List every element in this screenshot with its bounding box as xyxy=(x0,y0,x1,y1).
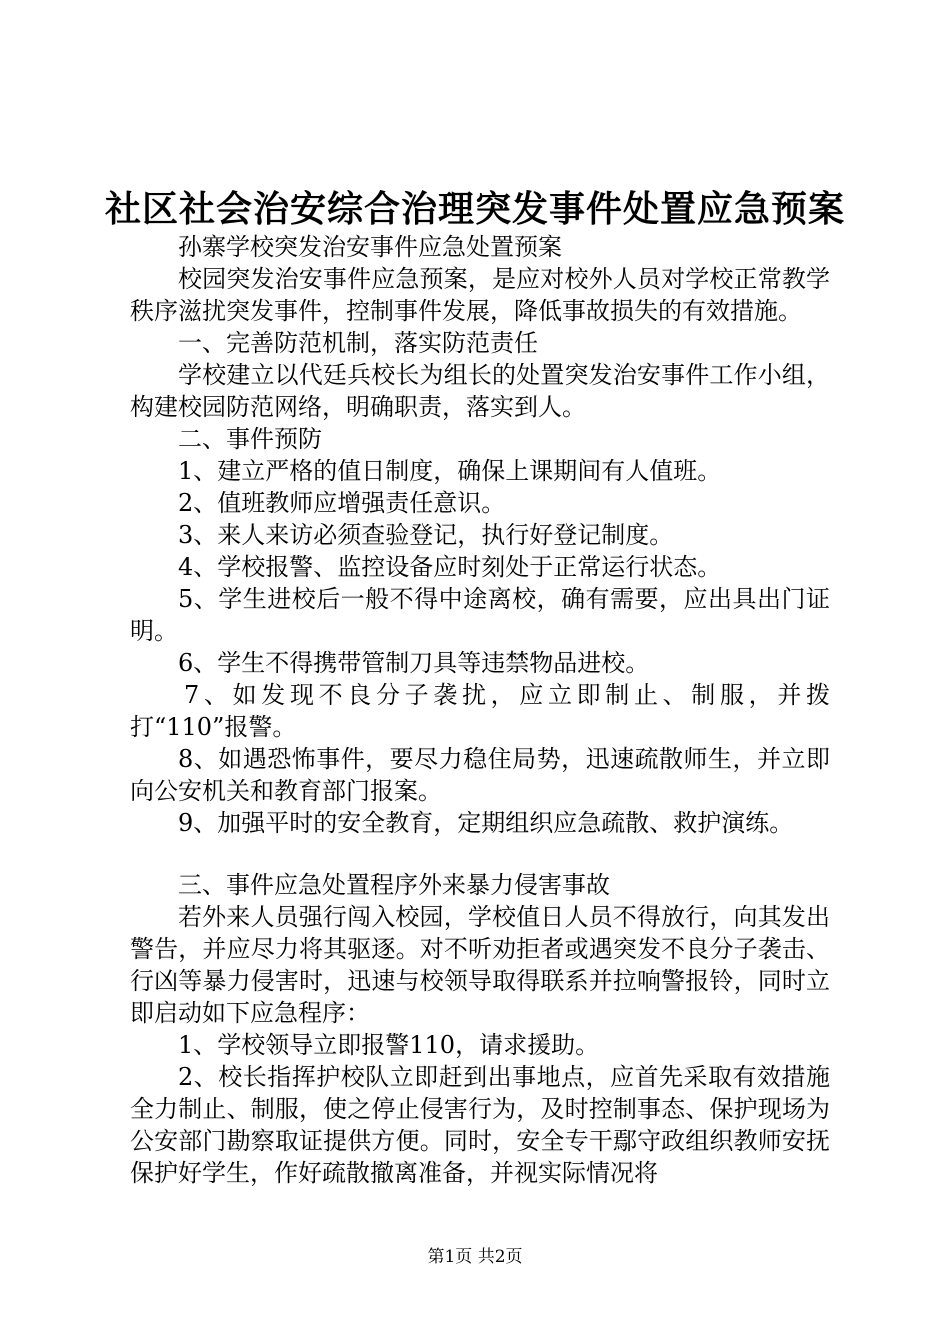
list-item: 5、学生进校后一般不得中途离校，确有需要，应出具出门证明。 xyxy=(130,585,830,645)
list-item: 6、学生不得携带管制刀具等违禁物品进校。 xyxy=(178,649,650,677)
paragraph-subtitle: 孙寨学校突发治安事件应急处置预案 xyxy=(178,233,562,261)
list-item: 2、值班教师应增强责任意识。 xyxy=(178,489,506,517)
heading-section-1: 一、完善防范机制，落实防范责任 xyxy=(178,329,538,357)
paragraph-section-1: 学校建立以代廷兵校长为组长的处置突发治安事件工作小组，构建校园防范网络，明确职责，落实到人。 xyxy=(130,361,830,421)
blank-line xyxy=(130,839,830,869)
heading-section-3: 三、事件应急处置程序外来暴力侵害事故 xyxy=(178,871,610,899)
list-item: 2、校长指挥护校队立即赶到出事地点，应首先采取有效措施全力制止、制服，使之停止侵害行为，及时控制事态、保护现场为公安部门勘察取证提供方便。同时，安全专干鄢守政组织教师安抚保护好学生，作好疏散撤离准备，并视实际情况将 xyxy=(130,1063,830,1187)
list-item: 4、学校报警、监控设备应时刻处于正常运行状态。 xyxy=(178,553,722,581)
page-footer: 第1页 共2页 xyxy=(427,1247,523,1267)
list-item: 3、来人来访必须查验登记，执行好登记制度。 xyxy=(178,521,674,549)
paragraph-section-3: 若外来人员强行闯入校园，学校值日人员不得放行，向其发出警告，并应尽力将其驱逐。对不听劝拒者或遇突发不良分子袭击、行凶等暴力侵害时，迅速与校领导取得联系并拉响警报铃，同时立即启动如下应急程序： xyxy=(130,903,830,1027)
list-item: 8、如遇恐怖事件，要尽力稳住局势，迅速疏散师生，并立即向公安机关和教育部门报案。 xyxy=(130,745,830,805)
document-body xyxy=(130,231,830,1189)
paragraph-intro: 校园突发治安事件应急预案，是应对校外人员对学校正常教学秩序滋扰突发事件，控制事件发展，降低事故损失的有效措施。 xyxy=(130,265,830,325)
list-item: 9、加强平时的安全教育，定期组织应急疏散、救护演练。 xyxy=(178,809,794,837)
document-title: 社区社会治安综合治理突发事件处置应急预案 xyxy=(104,189,845,230)
list-item: 1、学校领导立即报警110，请求援助。 xyxy=(178,1031,600,1059)
list-item: 7、如发现不良分子袭扰，应立即制止、制服，并拨打“110”报警。 xyxy=(130,681,830,741)
list-item: 1、建立严格的值日制度，确保上课期间有人值班。 xyxy=(178,457,722,485)
heading-section-2: 二、事件预防 xyxy=(178,425,322,453)
